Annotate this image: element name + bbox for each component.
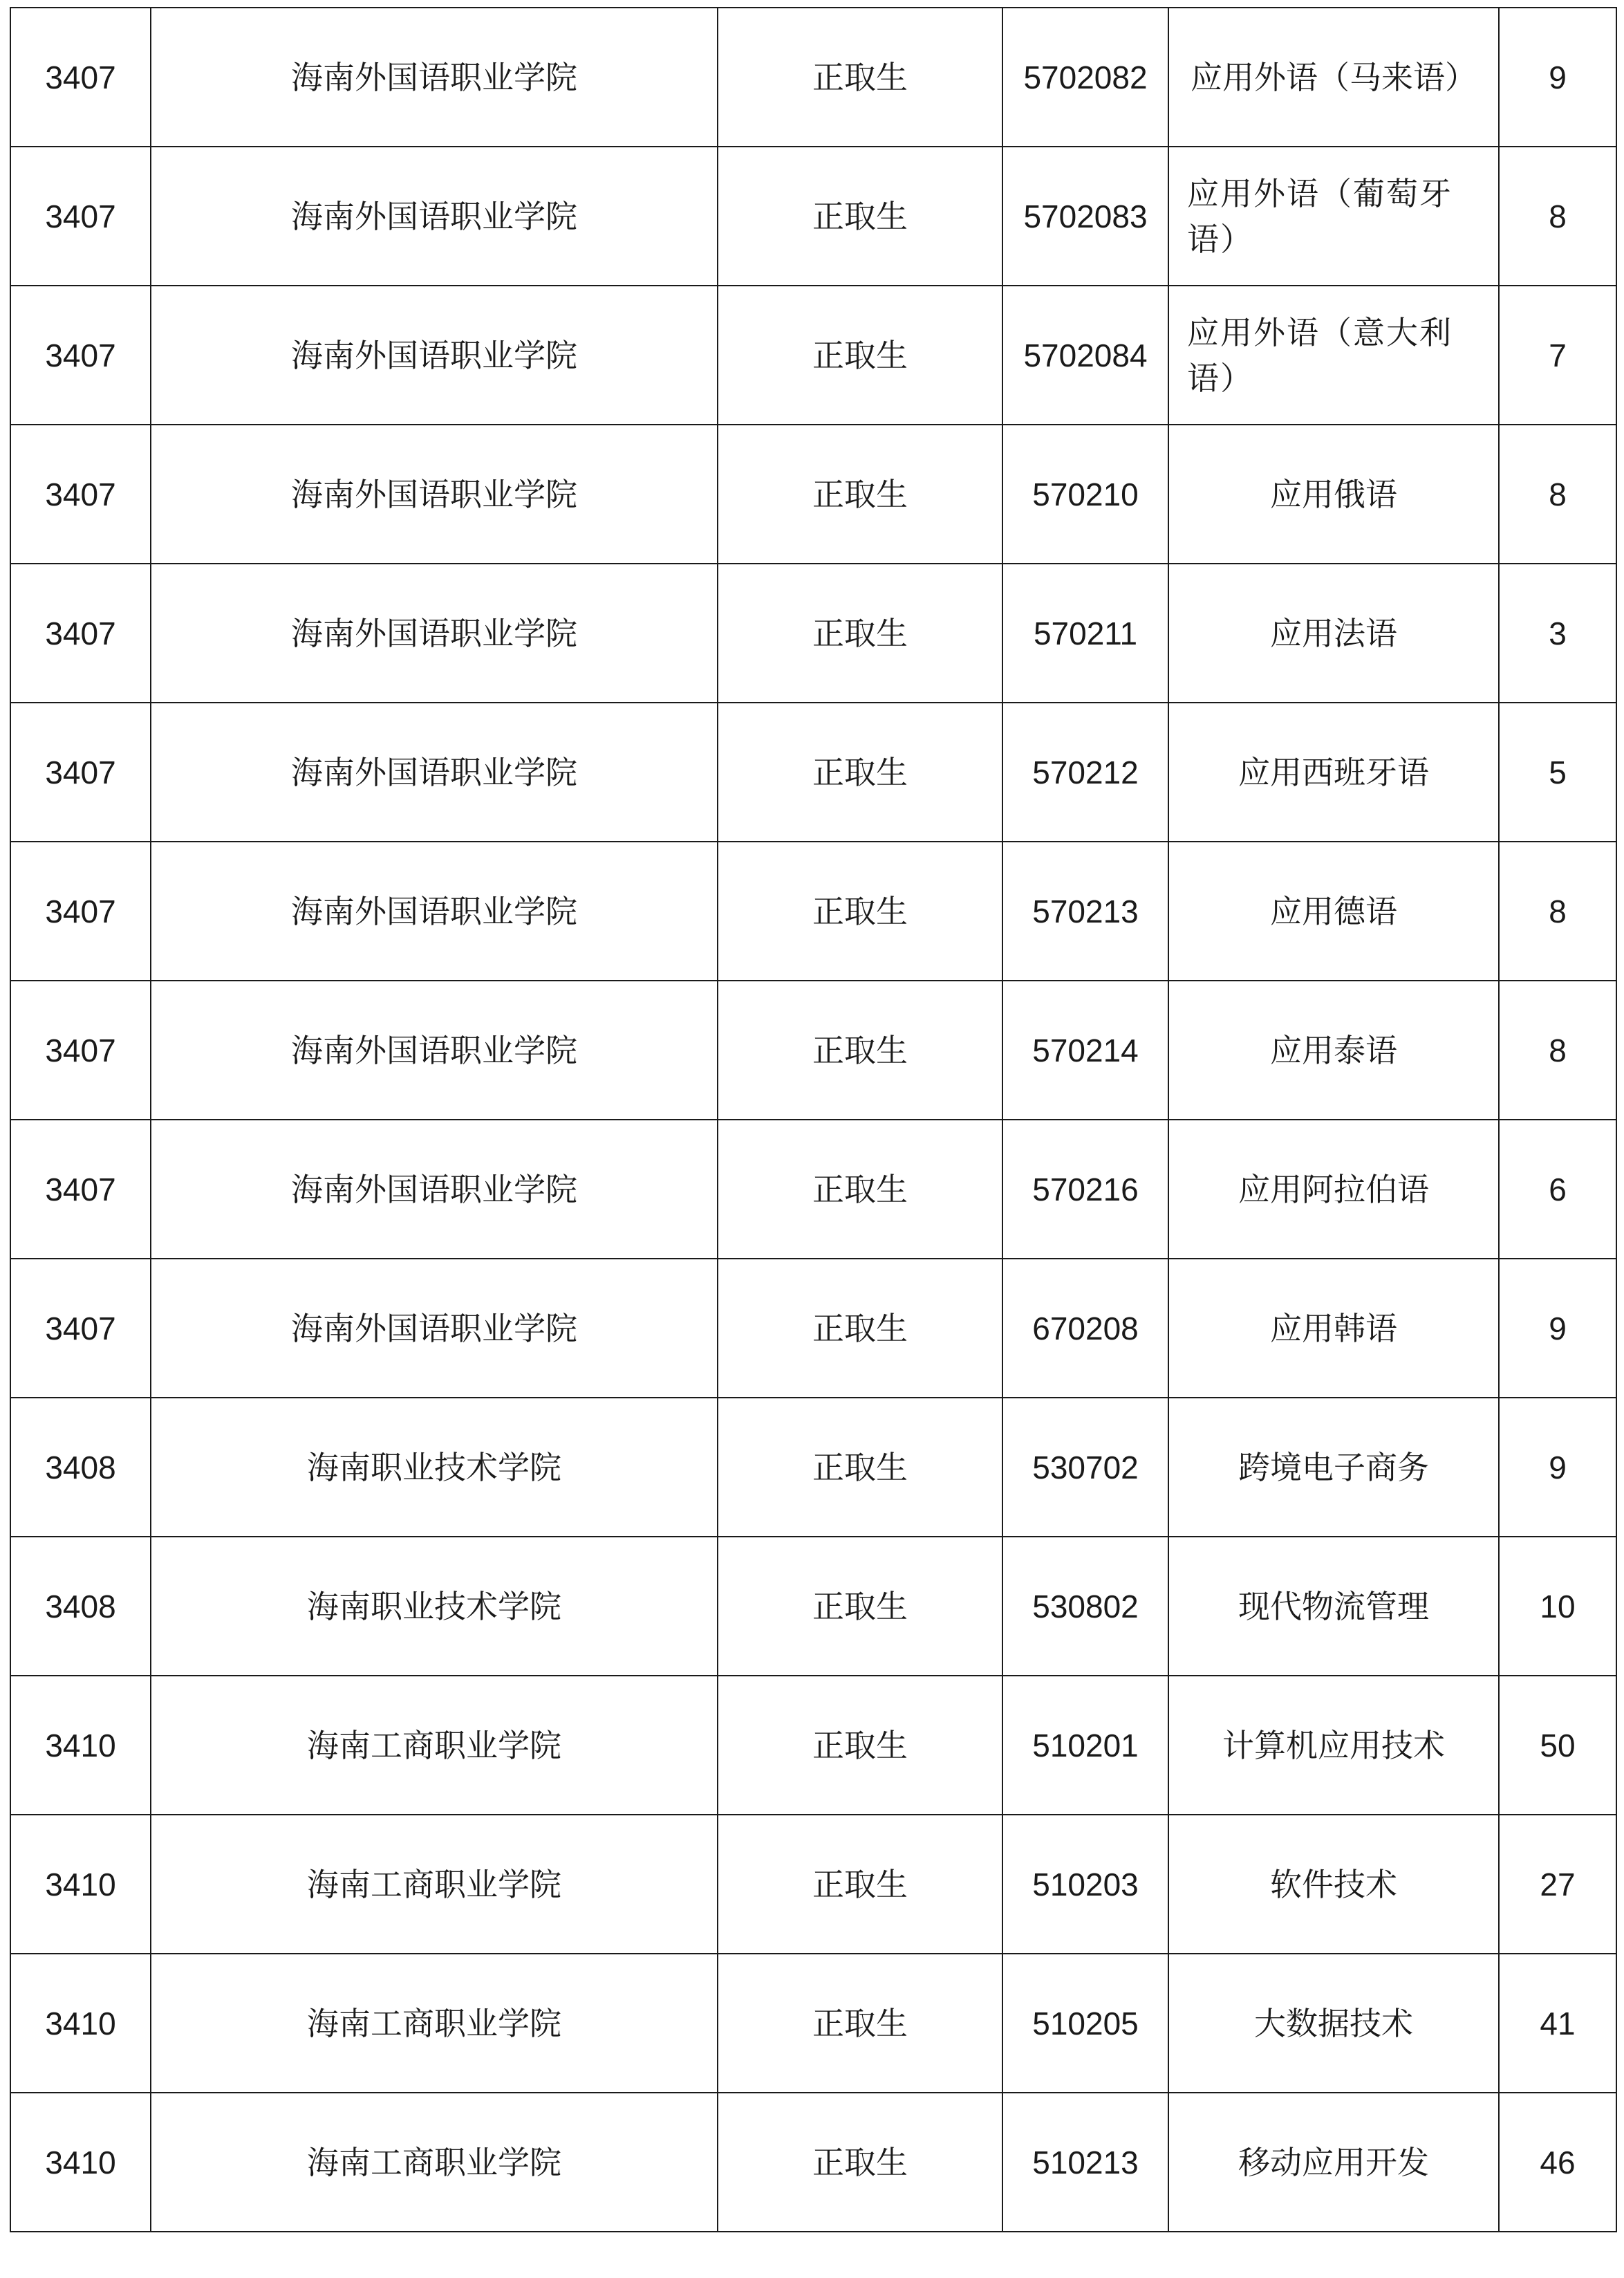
admission-type-cell: 正取生 [718,8,1002,147]
major-name-cell: 大数据技术 [1168,1954,1499,2093]
count-cell: 10 [1499,1537,1616,1676]
school-code-cell: 3407 [10,1120,151,1259]
major-name-cell: 应用韩语 [1168,1259,1499,1398]
count-cell: 8 [1499,842,1616,981]
admission-type-cell: 正取生 [718,564,1002,703]
school-name-cell: 海南外国语职业学院 [151,147,718,286]
major-name-cell: 应用俄语 [1168,425,1499,564]
table-row [10,1815,1616,1954]
school-code-cell: 3407 [10,8,151,147]
major-code-cell: 570216 [1002,1120,1168,1259]
school-code-cell: 3408 [10,1537,151,1676]
table-row [10,425,1616,564]
major-code-cell: 510203 [1002,1815,1168,1954]
school-code-cell: 3407 [10,981,151,1120]
count-cell: 9 [1499,8,1616,147]
table-row [10,2093,1616,2232]
school-name-cell: 海南外国语职业学院 [151,1120,718,1259]
admission-type-cell: 正取生 [718,1676,1002,1815]
school-code-cell: 3407 [10,842,151,981]
major-name-cell: 应用法语 [1168,564,1499,703]
table-row [10,1259,1616,1398]
count-cell: 8 [1499,981,1616,1120]
table-row [10,147,1616,286]
admission-type-cell: 正取生 [718,842,1002,981]
major-code-cell: 5702084 [1002,286,1168,425]
school-name-cell: 海南职业技术学院 [151,1398,718,1537]
major-name-cell: 应用德语 [1168,842,1499,981]
count-cell: 7 [1499,286,1616,425]
school-name-cell: 海南外国语职业学院 [151,564,718,703]
count-cell: 8 [1499,425,1616,564]
school-name-cell: 海南工商职业学院 [151,2093,718,2232]
admission-type-cell: 正取生 [718,2093,1002,2232]
admission-type-cell: 正取生 [718,425,1002,564]
major-name-cell: 跨境电子商务 [1168,1398,1499,1537]
school-code-cell: 3407 [10,1259,151,1398]
count-cell: 3 [1499,564,1616,703]
count-cell: 41 [1499,1954,1616,2093]
major-code-cell: 5702082 [1002,8,1168,147]
school-name-cell: 海南外国语职业学院 [151,981,718,1120]
table-row [10,1398,1616,1537]
major-code-cell: 530802 [1002,1537,1168,1676]
admissions-table [10,7,1617,2232]
table-row [10,286,1616,425]
school-name-cell: 海南工商职业学院 [151,1954,718,2093]
table-row [10,1676,1616,1815]
major-name-cell: 移动应用开发 [1168,2093,1499,2232]
school-name-cell: 海南工商职业学院 [151,1676,718,1815]
table-row [10,842,1616,981]
major-name-cell: 计算机应用技术 [1168,1676,1499,1815]
school-code-cell: 3410 [10,1676,151,1815]
school-name-cell: 海南工商职业学院 [151,1815,718,1954]
admission-type-cell: 正取生 [718,981,1002,1120]
school-name-cell: 海南职业技术学院 [151,1537,718,1676]
major-code-cell: 570213 [1002,842,1168,981]
major-code-cell: 510201 [1002,1676,1168,1815]
major-code-cell: 570210 [1002,425,1168,564]
major-name-cell: 应用外语（马来语） [1168,8,1499,147]
major-code-cell: 570212 [1002,703,1168,842]
major-code-cell: 510205 [1002,1954,1168,2093]
admission-type-cell: 正取生 [718,1398,1002,1537]
count-cell: 9 [1499,1259,1616,1398]
school-name-cell: 海南外国语职业学院 [151,8,718,147]
admission-type-cell: 正取生 [718,1537,1002,1676]
count-cell: 6 [1499,1120,1616,1259]
major-code-cell: 530702 [1002,1398,1168,1537]
admission-type-cell: 正取生 [718,147,1002,286]
admission-type-cell: 正取生 [718,1954,1002,2093]
school-name-cell: 海南外国语职业学院 [151,425,718,564]
admission-type-cell: 正取生 [718,1120,1002,1259]
admissions-table-body [10,8,1616,2232]
school-code-cell: 3407 [10,286,151,425]
count-cell: 8 [1499,147,1616,286]
school-code-cell: 3407 [10,147,151,286]
admission-type-cell: 正取生 [718,1259,1002,1398]
table-row [10,564,1616,703]
major-code-cell: 510213 [1002,2093,1168,2232]
admission-type-cell: 正取生 [718,1815,1002,1954]
table-row [10,1120,1616,1259]
school-code-cell: 3410 [10,2093,151,2232]
major-code-cell: 570211 [1002,564,1168,703]
major-name-cell: 应用泰语 [1168,981,1499,1120]
major-code-cell: 670208 [1002,1259,1168,1398]
school-code-cell: 3407 [10,564,151,703]
school-name-cell: 海南外国语职业学院 [151,703,718,842]
count-cell: 5 [1499,703,1616,842]
table-row [10,1954,1616,2093]
major-name-cell: 现代物流管理 [1168,1537,1499,1676]
major-name-cell: 应用外语（葡萄牙语） [1168,147,1499,286]
school-name-cell: 海南外国语职业学院 [151,286,718,425]
school-code-cell: 3407 [10,703,151,842]
school-name-cell: 海南外国语职业学院 [151,842,718,981]
table-row [10,1537,1616,1676]
school-code-cell: 3408 [10,1398,151,1537]
school-code-cell: 3407 [10,425,151,564]
count-cell: 9 [1499,1398,1616,1537]
school-code-cell: 3410 [10,1954,151,2093]
major-name-cell: 应用西班牙语 [1168,703,1499,842]
school-name-cell: 海南外国语职业学院 [151,1259,718,1398]
school-code-cell: 3410 [10,1815,151,1954]
table-row [10,8,1616,147]
major-name-cell: 应用阿拉伯语 [1168,1120,1499,1259]
major-name-cell: 软件技术 [1168,1815,1499,1954]
major-code-cell: 570214 [1002,981,1168,1120]
major-code-cell: 5702083 [1002,147,1168,286]
major-name-cell: 应用外语（意大利语） [1168,286,1499,425]
table-row [10,703,1616,842]
count-cell: 27 [1499,1815,1616,1954]
admission-type-cell: 正取生 [718,703,1002,842]
count-cell: 46 [1499,2093,1616,2232]
admission-type-cell: 正取生 [718,286,1002,425]
count-cell: 50 [1499,1676,1616,1815]
table-row [10,981,1616,1120]
